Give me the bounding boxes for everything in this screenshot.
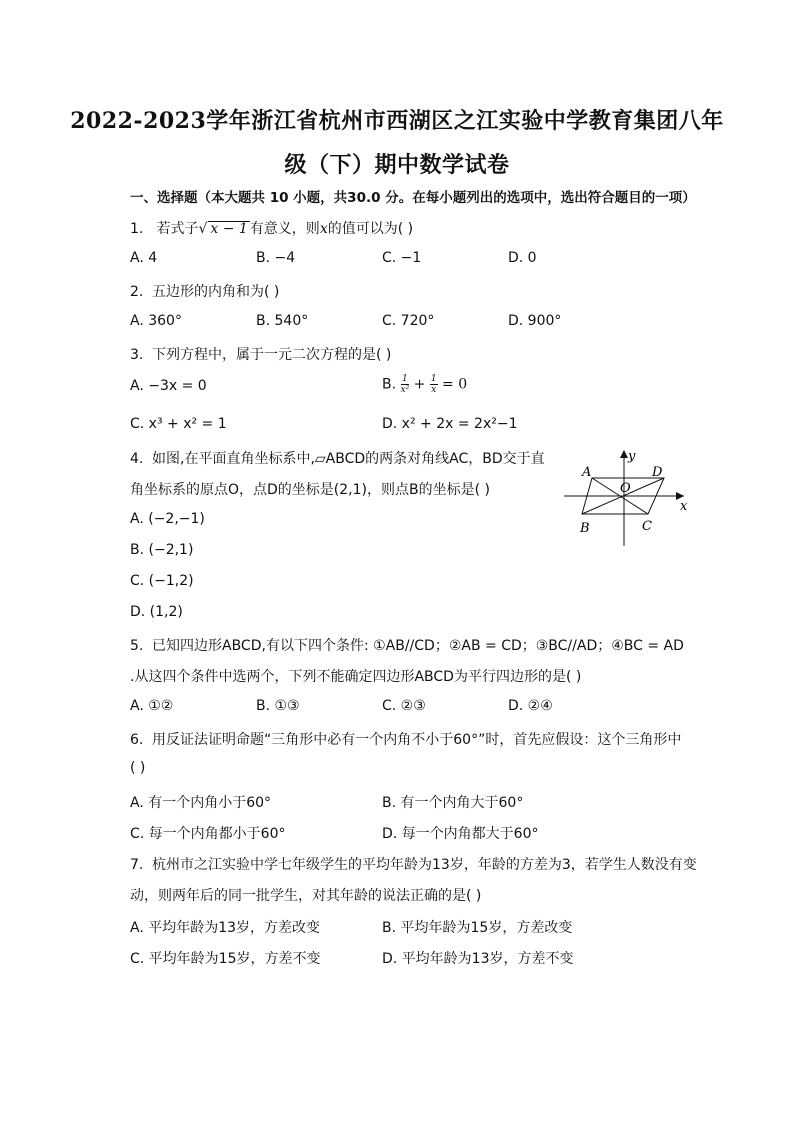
question-3 bbox=[130, 344, 391, 364]
section-heading-choice: 一、选择题（本大题共 10 小题，共30.0 分。在每小题列出的选项中，选出符合题目的一项） bbox=[130, 190, 696, 206]
option-a[interactable]: A. (−2,−1) bbox=[130, 511, 205, 527]
question-2 bbox=[130, 281, 279, 301]
option-b[interactable]: B. 540° bbox=[256, 313, 309, 329]
option-d[interactable]: D. ②④ bbox=[508, 698, 553, 714]
option-letter: B. bbox=[382, 376, 397, 393]
question-7-line2: 动，则两年后的同一批学生，对其年龄的说法正确的是( ) bbox=[130, 888, 482, 904]
question-number: 7. bbox=[130, 857, 144, 873]
option-c[interactable]: C. (−1,2) bbox=[130, 573, 194, 589]
label-y: y bbox=[628, 449, 636, 464]
question-text-mid: 有意义，则 bbox=[249, 221, 320, 237]
question-text: 五边形的内角和为( ) bbox=[152, 284, 280, 300]
label-c: C bbox=[642, 519, 652, 534]
option-c[interactable]: C. ②③ bbox=[382, 698, 426, 714]
label-o: O bbox=[620, 481, 631, 496]
option-d[interactable]: D. 0 bbox=[508, 250, 537, 266]
option-b[interactable]: B. −4 bbox=[256, 250, 296, 266]
fraction-2 bbox=[430, 374, 438, 395]
frac-denominator: x² bbox=[400, 385, 410, 395]
fraction-1 bbox=[401, 374, 410, 395]
option-a[interactable]: A. 360° bbox=[130, 313, 182, 329]
question-1 bbox=[130, 218, 413, 238]
frac-numerator: 1 bbox=[430, 374, 437, 384]
option-a[interactable]: A. ①② bbox=[130, 698, 174, 714]
option-d[interactable]: D. 900° bbox=[508, 313, 562, 329]
plus-sign: + bbox=[413, 376, 426, 393]
question-text: 杭州市之江实验中学七年级学生的平均年龄为13岁，年龄的方差为3，若学生人数没有变 bbox=[152, 857, 697, 873]
option-b[interactable]: B. 平均年龄为15岁，方差改变 bbox=[382, 920, 573, 936]
question-text-pre: 若式子 bbox=[156, 221, 199, 237]
option-c[interactable]: C. 每一个内角都小于60° bbox=[130, 826, 286, 842]
variable-x: x bbox=[319, 221, 328, 237]
option-b[interactable]: B. ①③ bbox=[256, 698, 300, 714]
label-x: x bbox=[680, 499, 688, 514]
option-c[interactable]: C. 720° bbox=[382, 313, 435, 329]
option-a[interactable]: A. 平均年龄为13岁，方差改变 bbox=[130, 920, 321, 936]
option-b[interactable] bbox=[382, 374, 467, 395]
question-number: 6. bbox=[130, 732, 144, 748]
question-5-line2: .从这四个条件中选两个，下列不能确定四边形ABCD为平行四边形的是( ) bbox=[130, 669, 582, 685]
question-6-line1 bbox=[130, 729, 681, 749]
option-b[interactable]: B. 有一个内角大于60° bbox=[382, 795, 524, 811]
y-axis-arrow bbox=[620, 450, 628, 458]
question-4-line1 bbox=[130, 448, 545, 468]
option-d[interactable]: D. 平均年龄为13岁，方差不变 bbox=[382, 951, 574, 967]
question-text: 用反证法证明命题“三角形中必有一个内角不小于60°”时，首先应假设：这个三角形中 bbox=[152, 732, 682, 748]
option-a[interactable]: A. −3x = 0 bbox=[130, 378, 207, 394]
exam-title-line1: 2022-2023学年浙江省杭州市西湖区之江实验中学教育集团八年 bbox=[70, 108, 724, 134]
question-number: 3. bbox=[130, 347, 144, 363]
option-d[interactable]: D. x² + 2x = 2x²−1 bbox=[382, 416, 518, 432]
question-4-line2: 角坐标系的原点O，点D的坐标是(2,1)，则点B的坐标是( ) bbox=[130, 482, 490, 498]
option-a[interactable]: A. 有一个内角小于60° bbox=[130, 795, 272, 811]
radicand: x − 1 bbox=[210, 221, 248, 237]
question-7-line1 bbox=[130, 854, 697, 874]
question-text: 已知四边形ABCD,有以下四个条件: ①AB//CD；②AB = CD；③BC//AD；④BC = AD bbox=[152, 638, 684, 654]
option-d[interactable]: D. (1,2) bbox=[130, 604, 183, 620]
question-number: 5. bbox=[130, 638, 144, 654]
label-d: D bbox=[652, 465, 663, 480]
question-number: 1. bbox=[130, 221, 144, 237]
option-a[interactable]: A. 4 bbox=[130, 250, 158, 266]
question-text: 如图,在平面直角坐标系中,▱ABCD的两条对角线AC，BD交于直 bbox=[152, 451, 545, 467]
equals-zero: = 0 bbox=[442, 376, 468, 393]
question-number: 4. bbox=[130, 451, 144, 467]
parallelogram-figure bbox=[556, 446, 696, 551]
option-c[interactable]: C. x³ + x² = 1 bbox=[130, 416, 227, 432]
question-5-line1 bbox=[130, 635, 684, 655]
option-c[interactable]: C. −1 bbox=[382, 250, 422, 266]
question-number: 2. bbox=[130, 284, 144, 300]
sqrt-symbol: √ bbox=[198, 221, 208, 237]
frac-numerator: 1 bbox=[401, 374, 408, 384]
option-d[interactable]: D. 每一个内角都大于60° bbox=[382, 826, 539, 842]
frac-denominator: x bbox=[431, 385, 437, 395]
exam-title-line2: 级（下）期中数学试卷 bbox=[284, 152, 510, 178]
label-b: B bbox=[580, 521, 590, 536]
question-text: 下列方程中，属于一元二次方程的是( ) bbox=[152, 347, 392, 363]
question-6-line2: ( ) bbox=[130, 760, 146, 776]
option-c[interactable]: C. 平均年龄为15岁，方差不变 bbox=[130, 951, 321, 967]
question-text-post: 的值可以为( ) bbox=[327, 221, 414, 237]
option-b[interactable]: B. (−2,1) bbox=[130, 542, 194, 558]
label-a: A bbox=[582, 465, 592, 480]
